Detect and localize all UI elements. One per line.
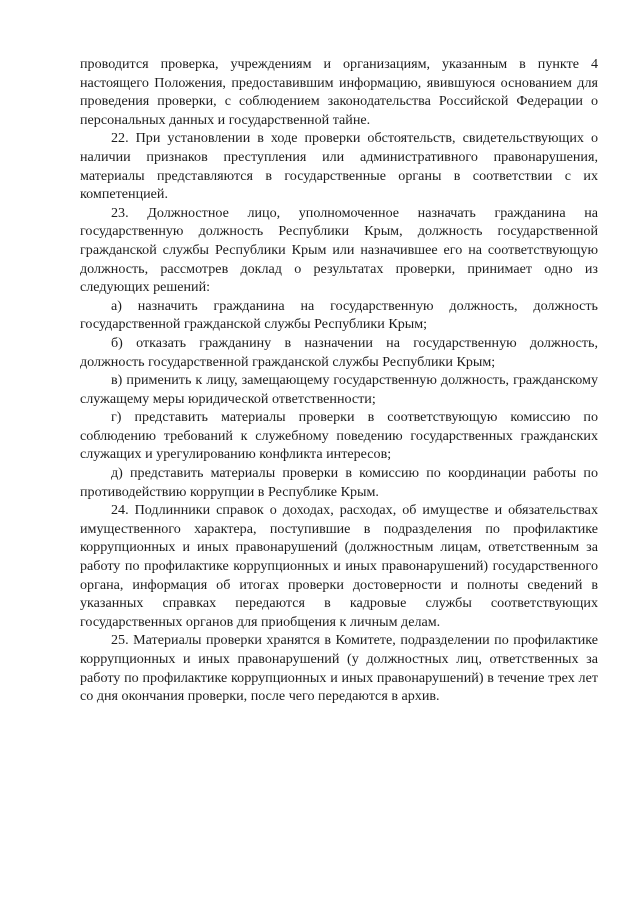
paragraph-25: 25. Материалы проверки хранятся в Комитете, подразделении по профилактике коррупционных и иных правонарушений (у должностных лиц, ответственных за работу по профилактике коррупционных и иных правонарушений) в течение трех лет со дня окончания проверки, после чего передаются в архив. [80,632,598,705]
list-item-g: г) представить материалы проверки в соответствующую комиссию по соблюдению требований к служебному поведению государственных гражданских служащих и урегулированию конфликта интересов; [80,409,598,463]
list-item-a: а) назначить гражданина на государственную должность, должность государственной гражданской службы Республики Крым; [80,297,598,333]
document-page [80,55,598,706]
paragraph-24: 24. Подлинники справок о доходах, расходах, об имуществе и обязательствах имущественного характера, поступившие в подразделения по профилактике коррупционных и иных правонарушений (должностным лицам, ответственным за работу по профилактике коррупционных и иных правонарушений) государственного органа, информация об итогах проверки достоверности и полноты сведений в указанных справках передаются в кадровые службы соответствующих государственных органов для приобщения к личным делам. [80,502,598,630]
paragraph-23: 23. Должностное лицо, уполномоченное назначать гражданина на государственную должность Республики Крым, должность государственной гражданской службы Республики Крым или назначившее его на соответствующую должность, рассмотрев доклад о результатах проверки, принимает одно из следующих решений: [80,204,598,296]
paragraph-22: 22. При установлении в ходе проверки обстоятельств, свидетельствующих о наличии признаков преступления или административного правонарушения, материалы представляются в государственные органы в соответствии с их компетенцией. [80,130,598,203]
list-item-b: б) отказать гражданину в назначении на государственную должность, должность государственной гражданской службы Республики Крым; [80,334,598,370]
paragraph-continuation: проводится проверка, учреждениям и организациям, указанным в пункте 4 настоящего Положения, предоставившим информацию, явившуюся основанием для проведения проверки, с соблюдением законодательства Российской Федерации о персональных данных и государственной тайне. [80,56,598,128]
list-item-v: в) применить к лицу, замещающему государственную должность, гражданскому служащему меры юридической ответственности; [80,372,598,407]
list-item-d: д) представить материалы проверки в комиссию по координации работы по противодействию коррупции в Республике Крым. [80,465,598,500]
